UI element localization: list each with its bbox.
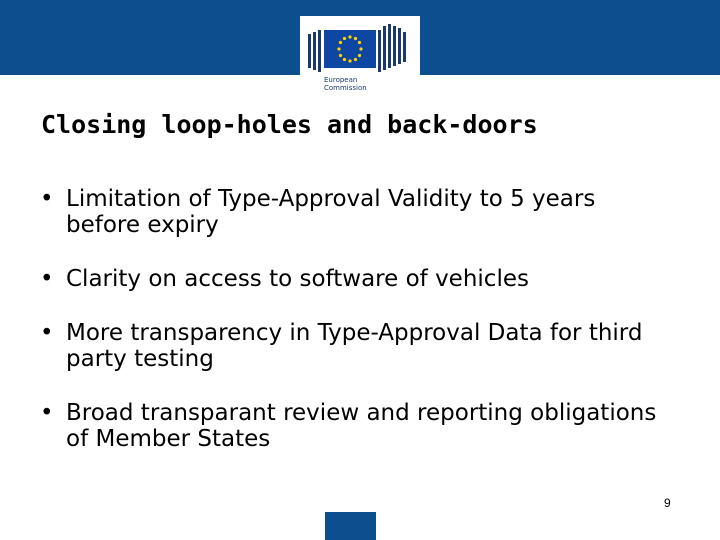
european-commission-logo — [300, 16, 420, 102]
slide-title: Closing loop-holes and back-doors — [41, 110, 538, 139]
bullet-dot-icon: • — [40, 266, 54, 292]
bullet-text: Clarity on access to software of vehicles — [66, 266, 529, 292]
bullet-text: Broad transparant review and reporting obligations of Member States — [66, 400, 657, 452]
bullet-dot-icon: • — [40, 320, 54, 346]
bullet-item-software-access — [40, 266, 670, 292]
bullet-dot-icon: • — [40, 400, 54, 426]
footer-flag-block — [325, 512, 376, 540]
logo-caption — [324, 76, 367, 92]
logo-line-commission: Commission — [324, 84, 367, 92]
bullet-text: More transparency in Type-Approval Data for third party testing — [66, 320, 643, 372]
page-number: 9 — [664, 496, 671, 510]
logo-line-european: European — [324, 76, 358, 84]
bullet-item-type-approval-validity — [40, 186, 670, 238]
bullet-item-review-obligations — [40, 400, 670, 452]
bullet-list — [40, 186, 670, 452]
bullet-dot-icon: • — [40, 186, 54, 212]
bullet-item-transparency — [40, 320, 670, 372]
bullet-text: Limitation of Type-Approval Validity to 5 years before expiry — [66, 186, 596, 238]
